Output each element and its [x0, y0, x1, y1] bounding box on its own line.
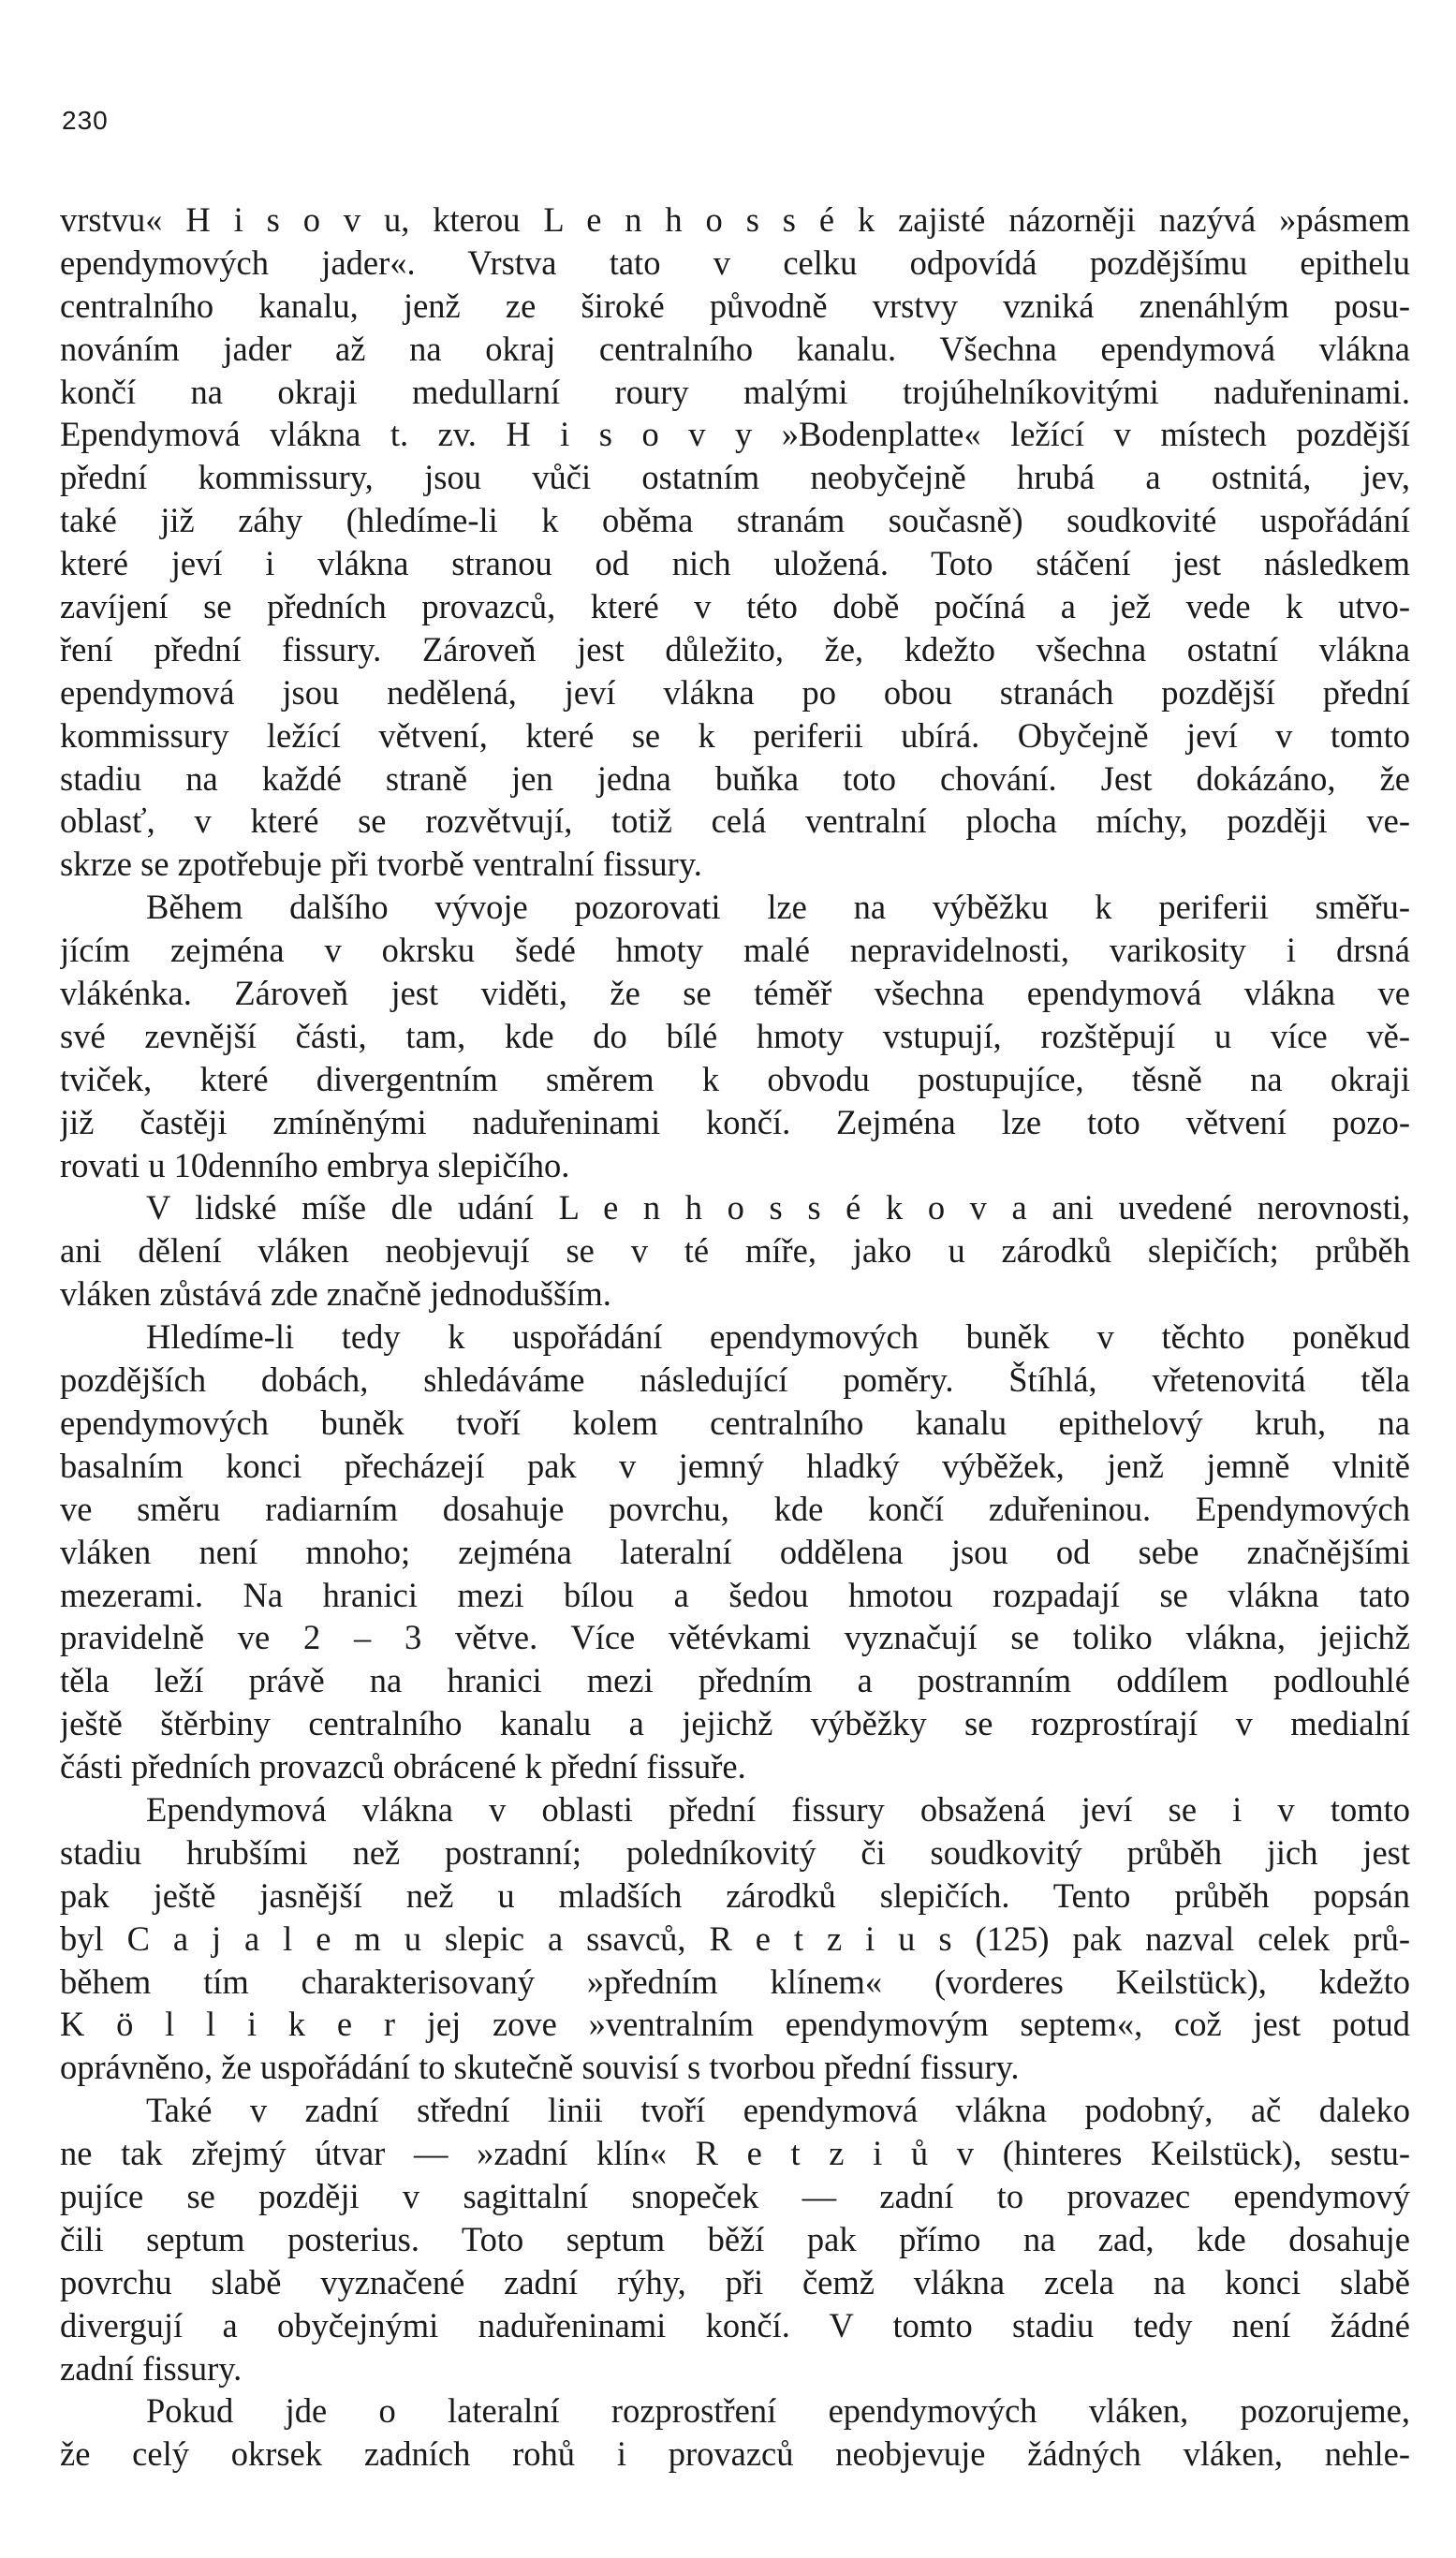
text-line: své zevnější části, tam, kde do bílé hmoty vstupují, rozštěpují u více vě- [60, 1016, 1410, 1055]
text-line: oblasť, v které se rozvětvují, totiž celá ventralní plocha míchy, později ve- [60, 801, 1410, 841]
body-text [60, 198, 1410, 2476]
text-line: stadiu na každé straně jen jedna buňka toto chování. Jest dokázáno, že [60, 758, 1410, 798]
paragraph [60, 1788, 1410, 2089]
text-line: V lidské míše dle udání L e n h o s s é k o v a ani uvedené nerovnosti, [146, 1188, 1410, 1228]
text-line: ani dělení vláken neobjevují se v té míře, jako u zárodků slepičích; průběh [60, 1231, 1410, 1271]
text-line: mezerami. Na hranici mezi bílou a šedou hmotou rozpadají se vlákna tato [60, 1575, 1410, 1614]
text-line: centralního kanalu, jenž ze široké původně vrstvy vzniká znenáhlým posu- [60, 286, 1410, 325]
paragraph [60, 1316, 1410, 1788]
text-line: ependymová jsou nedělená, jeví vlákna po obou stranách pozdější přední [60, 672, 1410, 712]
text-line: zavíjení se předních provazců, které v této době počíná a jež vede k utvo- [60, 587, 1410, 626]
paragraph [60, 1186, 1410, 1316]
text-line: pozdějších dobách, shledáváme následující poměry. Štíhlá, vřetenovitá těla [60, 1360, 1410, 1400]
text-line: těla leží právě na hranici mezi předním a postranním oddílem podlouhlé [60, 1661, 1410, 1700]
text-line: Během dalšího vývoje pozorovati lze na výběžku k periferii směřu- [146, 888, 1410, 927]
text-line: vlákénka. Zároveň jest viděti, že se téměř všechna ependymová vlákna ve [60, 974, 1410, 1013]
text-line: nováním jader až na okraj centralního kanalu. Všechna ependymová vlákna [60, 329, 1410, 368]
page-number: 230 [62, 106, 109, 135]
text-line: přední kommissury, jsou vůči ostatním neobyčejně hrubá a ostnitá, jev, [60, 458, 1410, 497]
text-line: ještě štěrbiny centralního kanalu a jejichž výběžky se rozprostírají v medialní [60, 1704, 1410, 1743]
text-line: ření přední fissury. Zároveň jest důležito, že, kdežto všechna ostatní vlákna [60, 629, 1410, 669]
text-line: kommissury ležící větvení, které se k periferii ubírá. Obyčejně jeví v tomto [60, 715, 1410, 755]
text-line: divergují a obyčejnými naduřeninami končí. V tomto stadiu tedy není žádné [60, 2305, 1410, 2345]
text-line: ve směru radiarním dosahuje povrchu, kde končí zduřeninou. Ependymových [60, 1489, 1410, 1528]
text-line: Ependymová vlákna v oblasti přední fissury obsažená jeví se i v tomto [146, 1789, 1410, 1829]
paragraph [60, 2389, 1410, 2476]
text-line: pravidelně ve 2 – 3 větve. Více větévkami vyznačují se toliko vlákna, jejichž [60, 1618, 1410, 1657]
text-line: Také v zadní střední linii tvoří ependymová vlákna podobný, ač daleko [146, 2091, 1410, 2130]
text-line: skrze se zpotřebuje při tvorbě ventralní fissury. [60, 845, 702, 884]
text-line: ependymových buněk tvoří kolem centralního kanalu epithelový kruh, na [60, 1403, 1410, 1442]
text-line: ne tak zřejmý útvar — »zadní klín« R e t z i ů v (hinteres Keilstück), sestu- [60, 2134, 1410, 2173]
text-line: rovati u 10denního embrya slepičího. [60, 1145, 570, 1184]
paragraph [60, 886, 1410, 1186]
text-line: končí na okraji medullarní roury malými trojúhelníkovitými naduřeninami. [60, 372, 1410, 411]
text-line: Ependymová vlákna t. zv. H i s o v y »Bodenplatte« ležící v místech pozdější [60, 415, 1410, 454]
text-line: Pokud jde o lateralní rozprostření ependymových vláken, pozorujeme, [146, 2391, 1410, 2431]
text-line: basalním konci přecházejí pak v jemný hladký výběžek, jenž jemně vlnitě [60, 1446, 1410, 1485]
text-line: povrchu slabě vyznačené zadní rýhy, při čemž vlákna zcela na konci slabě [60, 2262, 1410, 2301]
text-line: pak ještě jasnější než u mladších zárodků slepičích. Tento průběh popsán [60, 1875, 1410, 1915]
text-line: části předních provazců obrácené k přední fissuře. [60, 1747, 746, 1786]
text-line: že celý okrsek zadních rohů i provazců neobjevuje žádných vláken, nehle- [60, 2434, 1410, 2474]
text-line: vláken není mnoho; zejména lateralní oddělena jsou od sebe značnějšími [60, 1532, 1410, 1571]
text-line: vláken zůstává zde značně jednodušším. [60, 1274, 611, 1314]
text-line: tviček, které divergentním směrem k obvodu postupujíce, těsně na okraji [60, 1059, 1410, 1098]
text-line: byl C a j a l e m u slepic a ssavců, R e t z i u s (125) pak nazval celek prů- [60, 1918, 1410, 1958]
text-line: K ö l l i k e r jej zove »ventralním ependymovým septem«, což jest potud [60, 2005, 1410, 2044]
text-line: které jeví i vlákna stranou od nich uložená. Toto stáčení jest následkem [60, 544, 1410, 583]
text-line: stadiu hrubšími než postranní; poledníkovitý či soudkovitý průběh jich jest [60, 1832, 1410, 1872]
text-line: ependymových jader«. Vrstva tato v celku odpovídá pozdějšímu epithelu [60, 243, 1410, 282]
text-line: pujíce se později v sagittalní snopeček — zadní to provazec ependymový [60, 2176, 1410, 2215]
text-line: také již záhy (hledíme-li k oběma stranám současně) soudkovité uspořádání [60, 501, 1410, 540]
text-line: již častěji zmíněnými naduřeninami končí. Zejména lze toto větvení pozo- [60, 1102, 1410, 1141]
paragraph [60, 2089, 1410, 2389]
text-line: Hledíme-li tedy k uspořádání ependymových buněk v těchto poněkud [146, 1317, 1410, 1357]
text-line: vrstvu« H i s o v u, kterou L e n h o s s é k zajisté názorněji nazývá »pásmem [60, 200, 1410, 239]
text-line: čili septum posterius. Toto septum běží pak přímo na zad, kde dosahuje [60, 2219, 1410, 2258]
text-line: zadní fissury. [60, 2348, 243, 2388]
text-line: jícím zejména v okrsku šedé hmoty malé nepravidelnosti, varikosity i drsná [60, 931, 1410, 970]
text-line: oprávněno, že uspořádání to skutečně souvisí s tvorbou přední fissury. [60, 2048, 1020, 2087]
text-line: během tím charakterisovaný »předním klínem« (vorderes Keilstück), kdežto [60, 1962, 1410, 2001]
paragraph [60, 198, 1410, 886]
